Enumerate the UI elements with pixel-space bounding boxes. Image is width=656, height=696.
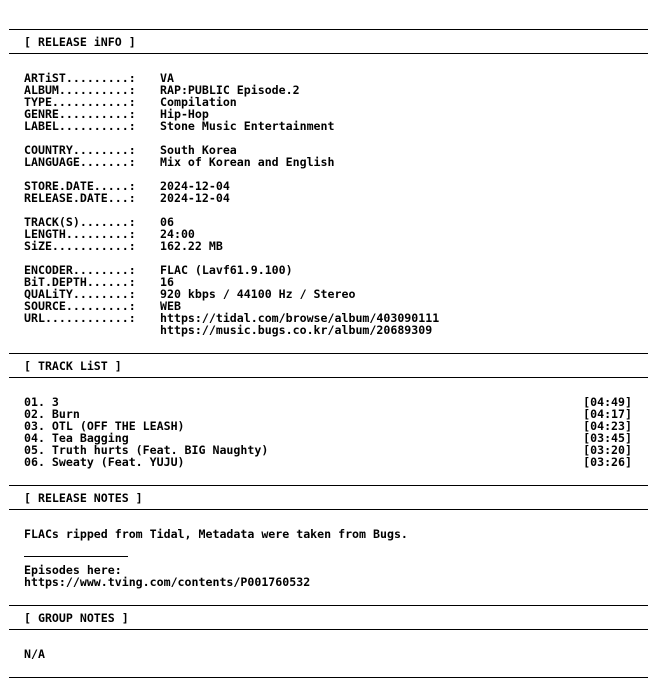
release-info-block xyxy=(24,72,439,336)
release-notes-line: FLACs ripped from Tidal, Metadata were taken from Bugs. xyxy=(24,527,408,541)
info-key: SiZE...........: xyxy=(24,239,136,253)
info-value: FLAC (Lavf61.9.100) xyxy=(160,263,293,277)
info-value: 162.22 MB xyxy=(160,239,223,253)
section-title-group-notes: [ GROUP NOTES ] xyxy=(24,611,129,625)
info-key: LABEL..........: xyxy=(24,119,136,133)
info-value: 16 xyxy=(160,275,174,289)
section-title-release-notes: [ RELEASE NOTES ] xyxy=(24,491,143,505)
info-key: RELEASE.DATE...: xyxy=(24,191,136,205)
divider xyxy=(9,29,648,30)
info-key: BiT.DEPTH......: xyxy=(24,275,136,289)
divider xyxy=(9,53,648,54)
info-row xyxy=(24,156,439,168)
info-key: LENGTH.........: xyxy=(24,227,136,241)
info-key: QUALiTY........: xyxy=(24,287,136,301)
info-key: ENCODER........: xyxy=(24,263,136,277)
info-key xyxy=(24,324,160,336)
info-link[interactable]: https://tidal.com/browse/album/403090111 xyxy=(160,311,440,325)
info-value: Hip-Hop xyxy=(160,107,209,121)
info-key: SOURCE.........: xyxy=(24,299,136,313)
track-duration: [04:17] xyxy=(583,407,632,421)
info-link[interactable]: https://music.bugs.co.kr/album/20689309 xyxy=(160,323,433,337)
track-title: 01. 3 xyxy=(24,395,59,409)
track-title: 03. OTL (OFF THE LEASH) xyxy=(24,419,185,433)
info-value: Stone Music Entertainment xyxy=(160,119,335,133)
info-value: Compilation xyxy=(160,95,237,109)
info-row xyxy=(24,192,439,204)
info-value: Mix of Korean and English xyxy=(160,155,335,169)
info-key: URL............: xyxy=(24,311,136,325)
info-key: TYPE...........: xyxy=(24,95,136,109)
divider xyxy=(9,353,648,354)
track-title: 05. Truth hurts (Feat. BIG Naughty) xyxy=(24,443,269,457)
info-value: WEB xyxy=(160,299,181,313)
track-duration: [03:20] xyxy=(583,443,632,457)
info-row xyxy=(24,324,439,336)
divider xyxy=(9,377,648,378)
track-title: 02. Burn xyxy=(24,407,80,421)
divider xyxy=(9,509,648,510)
track-duration: [03:26] xyxy=(583,455,632,469)
info-key: COUNTRY........: xyxy=(24,143,136,157)
track-title: 04. Tea Bagging xyxy=(24,431,129,445)
divider xyxy=(9,629,648,630)
track-row xyxy=(24,396,632,408)
release-notes-episodes-link[interactable]: https://www.tving.com/contents/P001760532 xyxy=(24,575,311,589)
divider xyxy=(9,677,648,678)
section-title-track-list: [ TRACK LiST ] xyxy=(24,359,122,373)
notes-separator xyxy=(24,556,128,557)
info-row xyxy=(24,120,439,132)
info-key: GENRE..........: xyxy=(24,107,136,121)
info-value: RAP:PUBLIC Episode.2 xyxy=(160,83,300,97)
info-key: ALBUM..........: xyxy=(24,83,136,97)
info-value: 2024-12-04 xyxy=(160,191,230,205)
divider xyxy=(9,485,648,486)
track-title: 06. Sweaty (Feat. YUJU) xyxy=(24,455,185,469)
track-duration: [04:49] xyxy=(583,395,632,409)
info-value: VA xyxy=(160,71,174,85)
info-key: ARTiST.........: xyxy=(24,71,136,85)
info-row xyxy=(24,240,439,252)
info-value: 920 kbps / 44100 Hz / Stereo xyxy=(160,287,356,301)
track-duration: [04:23] xyxy=(583,419,632,433)
track-list xyxy=(24,396,632,468)
group-notes-text: N/A xyxy=(24,647,45,661)
info-value: South Korea xyxy=(160,143,237,157)
info-key: LANGUAGE.......: xyxy=(24,155,136,169)
release-notes-episodes-label: Episodes here: xyxy=(24,563,122,577)
info-value: 2024-12-04 xyxy=(160,179,230,193)
info-value: 24:00 xyxy=(160,227,195,241)
divider xyxy=(9,605,648,606)
section-title-release-info: [ RELEASE iNFO ] xyxy=(24,35,136,49)
info-value: 06 xyxy=(160,215,174,229)
track-row xyxy=(24,456,632,468)
track-duration: [03:45] xyxy=(583,431,632,445)
info-key: STORE.DATE.....: xyxy=(24,179,136,193)
info-key: TRACK(S).......: xyxy=(24,215,136,229)
